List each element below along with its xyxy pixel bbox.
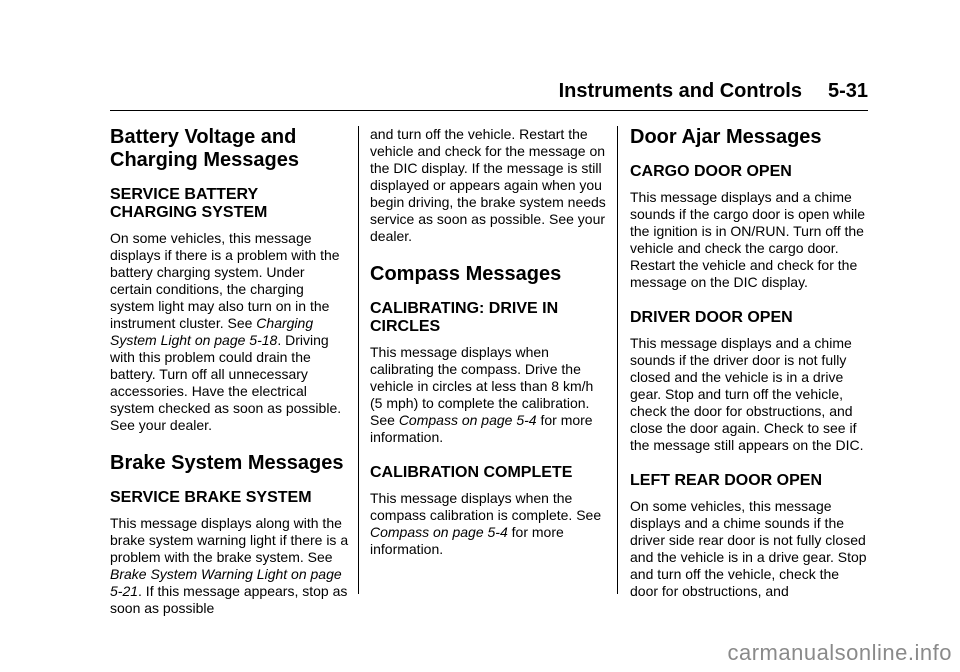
calibration-complete-heading: CALIBRATION COMPLETE <box>370 464 573 481</box>
driver-door-paragraph: This message displays and a chime sounds if the driver door is not fully closed and the vehicle is in a drive gear. Stop and turn off the vehicle, check the door for obstructions, and close the door again. Check to see if the message still appears on the DIC. <box>630 335 864 453</box>
service-battery-line2: CHARGING SYSTEM <box>110 204 268 221</box>
door-section-title: Door Ajar Messages <box>630 126 822 148</box>
battery-title-line1: Battery Voltage and <box>110 126 297 148</box>
calibrating-heading <box>370 300 606 336</box>
battery-text-b: . Driving with this problem could drain the battery. Turn off all unnecessary accessories. Have the electrical system checked as soon as possible. See your dealer. <box>110 332 342 433</box>
column-divider-1 <box>358 126 359 594</box>
calibration-complete-text-a: This message displays when the compass calibration is complete. See <box>370 490 602 523</box>
cargo-door-paragraph: This message displays and a chime sounds if the cargo door is open while the ignition is in ON/RUN. Turn off the vehicle and check the cargo door. Restart the vehicle and check for the message on the DIC display. <box>630 189 866 290</box>
column-3 <box>630 126 868 618</box>
calibrating-text-a: This message displays when calibrating the compass. Drive the vehicle in circles at less than 8 km/h (5 mph) to complete the calibration. See <box>370 344 594 428</box>
left-rear-door-paragraph: On some vehicles, this message displays and a chime sounds if the driver side rear door is not fully closed and the vehicle is in a drive gear. Stop and turn off the vehicle, check the door for obstructions, and <box>630 498 867 599</box>
charging-light-link[interactable]: Charging System Light on page 5-18 <box>110 315 314 348</box>
calibrating-paragraph <box>370 344 606 446</box>
calibration-complete-paragraph <box>370 490 606 558</box>
service-battery-line1: SERVICE BATTERY <box>110 186 259 203</box>
watermark: carmanualsonline.info <box>727 640 952 665</box>
service-battery-heading <box>110 186 350 222</box>
service-brake-heading: SERVICE BRAKE SYSTEM <box>110 489 312 506</box>
compass-link-2[interactable]: Compass on page 5-4 <box>370 524 508 540</box>
column-1 <box>110 126 350 635</box>
cargo-door-heading: CARGO DOOR OPEN <box>630 163 792 180</box>
column-2 <box>370 126 606 576</box>
battery-paragraph <box>110 230 350 434</box>
left-rear-door-heading: LEFT REAR DOOR OPEN <box>630 472 823 489</box>
battery-section-title <box>110 126 350 172</box>
compass-section-title: Compass Messages <box>370 263 562 285</box>
calibrating-text-b: for more information. <box>370 412 593 445</box>
battery-title-line2: Charging Messages <box>110 149 299 171</box>
column-divider-2 <box>617 126 618 594</box>
compass-link-1[interactable]: Compass on page 5-4 <box>398 412 537 428</box>
battery-text-a: On some vehicles, this message displays if there is a problem with the battery charging system. Under certain conditions, the charging system light may also turn on in the instrument cluster. See <box>110 230 340 331</box>
brake-paragraph-continued: and turn off the vehicle. Restart the vehicle and check for the message on the DIC display. If the message is still displayed or appears again when you begin driving, the brake system needs service as soon as possible. See your dealer. <box>370 126 606 244</box>
calibration-complete-text-b: for more information. <box>370 524 564 557</box>
brake-text-a: This message displays along with the brake system warning light if there is a problem with the brake system. See <box>110 515 349 565</box>
page-number: 5-31 <box>827 80 868 102</box>
brake-text-b: . If this message appears, stop as soon as possible <box>110 583 348 616</box>
calibrating-line2: CIRCLES <box>370 318 441 335</box>
brake-paragraph <box>110 515 350 617</box>
calibrating-line1: CALIBRATING: DRIVE IN <box>370 300 559 317</box>
brake-warning-light-link[interactable]: Brake System Warning Light on page 5-21 <box>110 566 342 599</box>
brake-section-title: Brake System Messages <box>110 452 344 474</box>
header-title: Instruments and Controls <box>558 80 802 102</box>
driver-door-heading: DRIVER DOOR OPEN <box>630 309 793 326</box>
page-header <box>559 80 868 103</box>
header-rule <box>110 110 868 111</box>
